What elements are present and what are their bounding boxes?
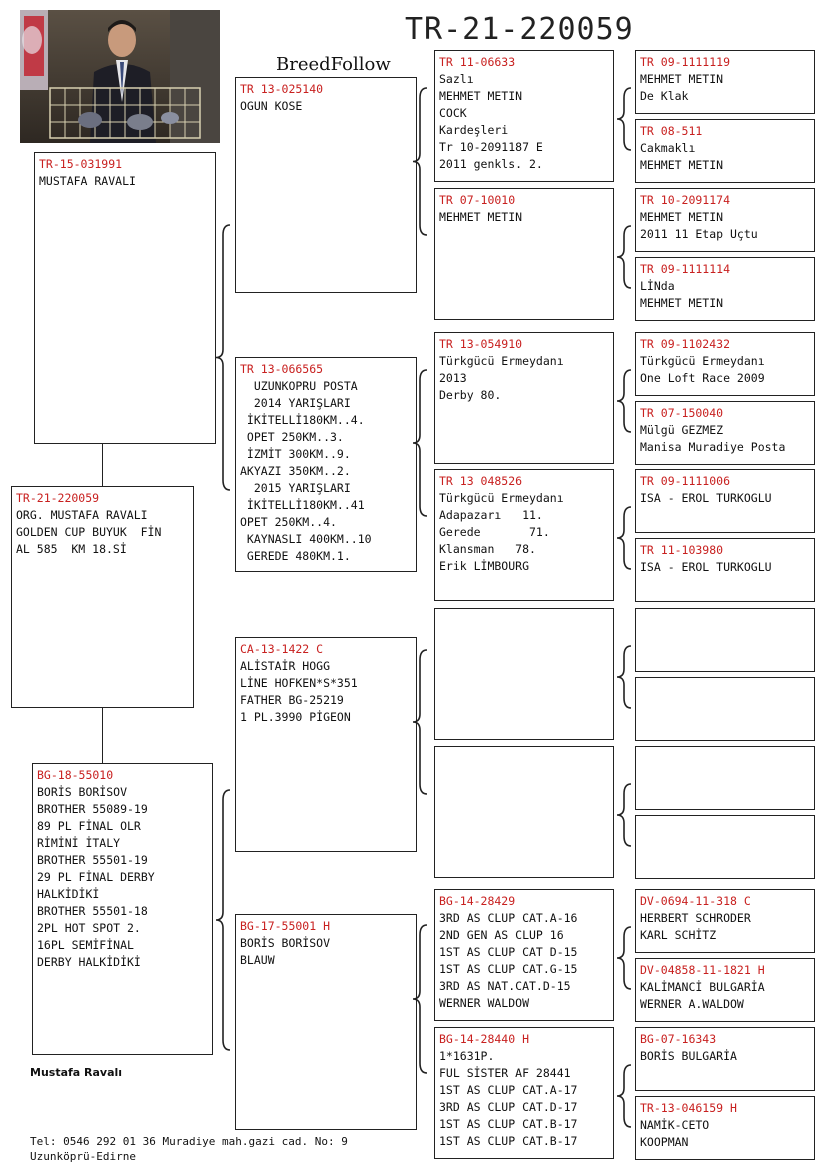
card-line: MEHMET METIN	[439, 89, 523, 103]
card-line: Cakmaklı	[640, 141, 696, 155]
card-line: 3RD AS CLUP CAT.A-16	[439, 911, 578, 925]
card-line: 29 PL FİNAL DERBY	[37, 870, 155, 884]
card-line: Türkgücü Ermeydanı	[439, 354, 564, 368]
pedigree-brace	[617, 784, 631, 846]
ring-number: TR 07-150040	[640, 406, 724, 420]
ring-number: TR 10-2091174	[640, 193, 731, 207]
card-line: GOLDEN CUP BUYUK FİN	[16, 525, 162, 539]
card-line: 89 PL FİNAL OLR	[37, 819, 141, 833]
ring-number: TR 09-1111119	[640, 55, 731, 69]
card-line: AKYAZI 350KM..2.	[240, 464, 351, 478]
card-line: BLAUW	[240, 953, 275, 967]
pedigree-brace	[413, 925, 427, 1073]
ring-number: TR-13-046159 H	[640, 1101, 737, 1115]
card-line: KALİMANCİ BULGARİA	[640, 980, 765, 994]
card-line: MEHMET METIN	[640, 210, 724, 224]
card-line: ISA - EROL TURKOGLU	[640, 560, 772, 574]
address-line: Uzunköprü-Edirne	[30, 1150, 136, 1163]
card-line: UZUNKOPRU POSTA	[240, 379, 358, 393]
card-line: 3RD AS CLUP CAT.D-17	[439, 1100, 578, 1114]
card-line: Sazlı	[439, 72, 474, 86]
ring-number: TR 08-511	[640, 124, 703, 138]
card-line: 3RD AS NAT.CAT.D-15	[439, 979, 571, 993]
card-line: FATHER BG-25219	[240, 693, 344, 707]
pedigree-brace	[413, 370, 427, 516]
pedigree-brace	[617, 88, 631, 150]
card-line: WERNER WALDOW	[439, 996, 530, 1010]
card-line: 1ST AS CLUP CAT.A-17	[439, 1083, 578, 1097]
card-line: Gerede 71.	[439, 525, 550, 539]
card-line: LİNda	[640, 279, 675, 293]
owner-name: Mustafa Ravalı	[30, 1066, 123, 1079]
ring-number: TR 13-025140	[240, 82, 324, 96]
ring-number: TR 07-10010	[439, 193, 516, 207]
card-line: ORG. MUSTAFA RAVALI	[16, 508, 148, 522]
card-line: MEHMET METIN	[640, 296, 724, 310]
ring-number: BG-14-28429	[439, 894, 516, 908]
ring-number: DV-0694-11-318 C	[640, 894, 751, 908]
ring-number: TR 11-103980	[640, 543, 724, 557]
card-line: Manisa Muradiye Posta	[640, 440, 786, 454]
card-line: KOOPMAN	[640, 1135, 689, 1149]
pedigree-brace	[617, 927, 631, 989]
card-line: Adapazarı 11.	[439, 508, 543, 522]
ring-number: BG-18-55010	[37, 768, 114, 782]
card-line: İZMİT 300KM..9.	[240, 447, 351, 461]
card-line: 2015 YARIŞLARI	[240, 481, 351, 495]
card-line: OPET 250KM..4.	[240, 515, 337, 529]
card-line: ALİSTAİR HOGG	[240, 659, 331, 673]
card-line: Türkgücü Ermeydanı	[439, 491, 564, 505]
pedigree-brace	[617, 370, 631, 432]
card-line: BROTHER 55501-19	[37, 853, 148, 867]
card-line: RİMİNİ İTALY	[37, 836, 121, 850]
card-line: 2014 YARIŞLARI	[240, 396, 351, 410]
pedigree-brace	[617, 226, 631, 288]
brand-logo-text: BreedFollow	[276, 54, 391, 75]
pedigree-brace	[216, 790, 230, 1050]
ring-number: TR 13-066565	[240, 362, 324, 376]
card-line: BROTHER 55089-19	[37, 802, 148, 816]
card-line: MEHMET METIN	[439, 210, 523, 224]
card-line: NAMİK-CETO	[640, 1118, 710, 1132]
card-line: 2PL HOT SPOT 2.	[37, 921, 141, 935]
pedigree-brace	[617, 507, 631, 569]
ring-number: TR-21-220059	[16, 491, 100, 505]
ring-number: TR 13-054910	[439, 337, 523, 351]
pedigree-brace	[413, 88, 427, 235]
card-line: MEHMET METIN	[640, 158, 724, 172]
card-line: BORİS BORİSOV	[240, 936, 331, 950]
contact-line: Tel: 0546 292 01 36 Muradiye mah.gazi cad. No: 9	[30, 1135, 348, 1148]
ring-number: BG-07-16343	[640, 1032, 717, 1046]
card-line: 1 PL.3990 PİGEON	[240, 710, 351, 724]
ring-number: TR-15-031991	[39, 157, 123, 171]
card-line: 1ST AS CLUP CAT.G-15	[439, 962, 578, 976]
card-line: Erik LİMBOURG	[439, 559, 530, 573]
card-line: MEHMET METIN	[640, 72, 724, 86]
card-line: HALKİDİKİ	[37, 887, 100, 901]
card-line: İKİTELLİ180KM..4.	[240, 413, 365, 427]
card-line: BORİS BULGARİA	[640, 1049, 737, 1063]
card-line: 1ST AS CLUP CAT.B-17	[439, 1134, 578, 1148]
card-line: LİNE HOFKEN*S*351	[240, 676, 358, 690]
ring-number: TR 09-1111006	[640, 474, 731, 488]
card-line: 2011 11 Etap Uçtu	[640, 227, 758, 241]
ring-number: BG-14-28440 H	[439, 1032, 530, 1046]
ring-number: BG-17-55001 H	[240, 919, 331, 933]
pedigree-brace	[617, 646, 631, 708]
card-line: Mülgü GEZMEZ	[640, 423, 724, 437]
card-line: BROTHER 55501-18	[37, 904, 148, 918]
card-line: COCK	[439, 106, 467, 120]
card-line: BORİS BORİSOV	[37, 785, 128, 799]
card-line: Tr 10-2091187 E	[439, 140, 543, 154]
card-line: KARL SCHİTZ	[640, 928, 717, 942]
ring-number: TR 11-06633	[439, 55, 516, 69]
card-line: 1*1631P.	[439, 1049, 495, 1063]
card-line: Kardeşleri	[439, 123, 509, 137]
card-line: Derby 80.	[439, 388, 502, 402]
card-line: 1ST AS CLUP CAT D-15	[439, 945, 578, 959]
pedigree-brace	[413, 650, 427, 794]
card-line: De Klak	[640, 89, 689, 103]
card-line: AL 585 KM 18.Sİ	[16, 542, 127, 556]
card-line: 2ND GEN AS CLUP 16	[439, 928, 564, 942]
card-line: 2013	[439, 371, 467, 385]
card-line: DERBY HALKİDİKİ	[37, 955, 141, 969]
ring-number: TR 09-1102432	[640, 337, 731, 351]
ring-number: TR 09-1111114	[640, 262, 731, 276]
card-line: OPET 250KM..3.	[240, 430, 344, 444]
pedigree-brace	[617, 1065, 631, 1127]
card-line: 16PL SEMİFİNAL	[37, 938, 134, 952]
card-line: 1ST AS CLUP CAT.B-17	[439, 1117, 578, 1131]
card-line: FUL SİSTER AF 28441	[439, 1066, 571, 1080]
pedigree-title: TR-21-220059	[405, 12, 634, 47]
ring-number: TR 13 048526	[439, 474, 523, 488]
card-line: GEREDE 480KM.1.	[240, 549, 351, 563]
card-line: Klansman 78.	[439, 542, 536, 556]
card-line: OGUN KOSE	[240, 99, 303, 113]
ring-number: DV-04858-11-1821 H	[640, 963, 765, 977]
card-line: WERNER A.WALDOW	[640, 997, 744, 1011]
pedigree-brace	[216, 225, 230, 490]
card-line: HERBERT SCHRODER	[640, 911, 751, 925]
card-line: MUSTAFA RAVALI	[39, 174, 136, 188]
card-line: One Loft Race 2009	[640, 371, 765, 385]
card-line: KAYNASLI 400KM..10	[240, 532, 372, 546]
card-line: İKİTELLİ180KM..41	[240, 498, 365, 512]
card-line: 2011 genkls. 2.	[439, 157, 543, 171]
card-line: ISA - EROL TURKOGLU	[640, 491, 772, 505]
card-line: Türkgücü Ermeydanı	[640, 354, 765, 368]
ring-number: CA-13-1422 C	[240, 642, 324, 656]
